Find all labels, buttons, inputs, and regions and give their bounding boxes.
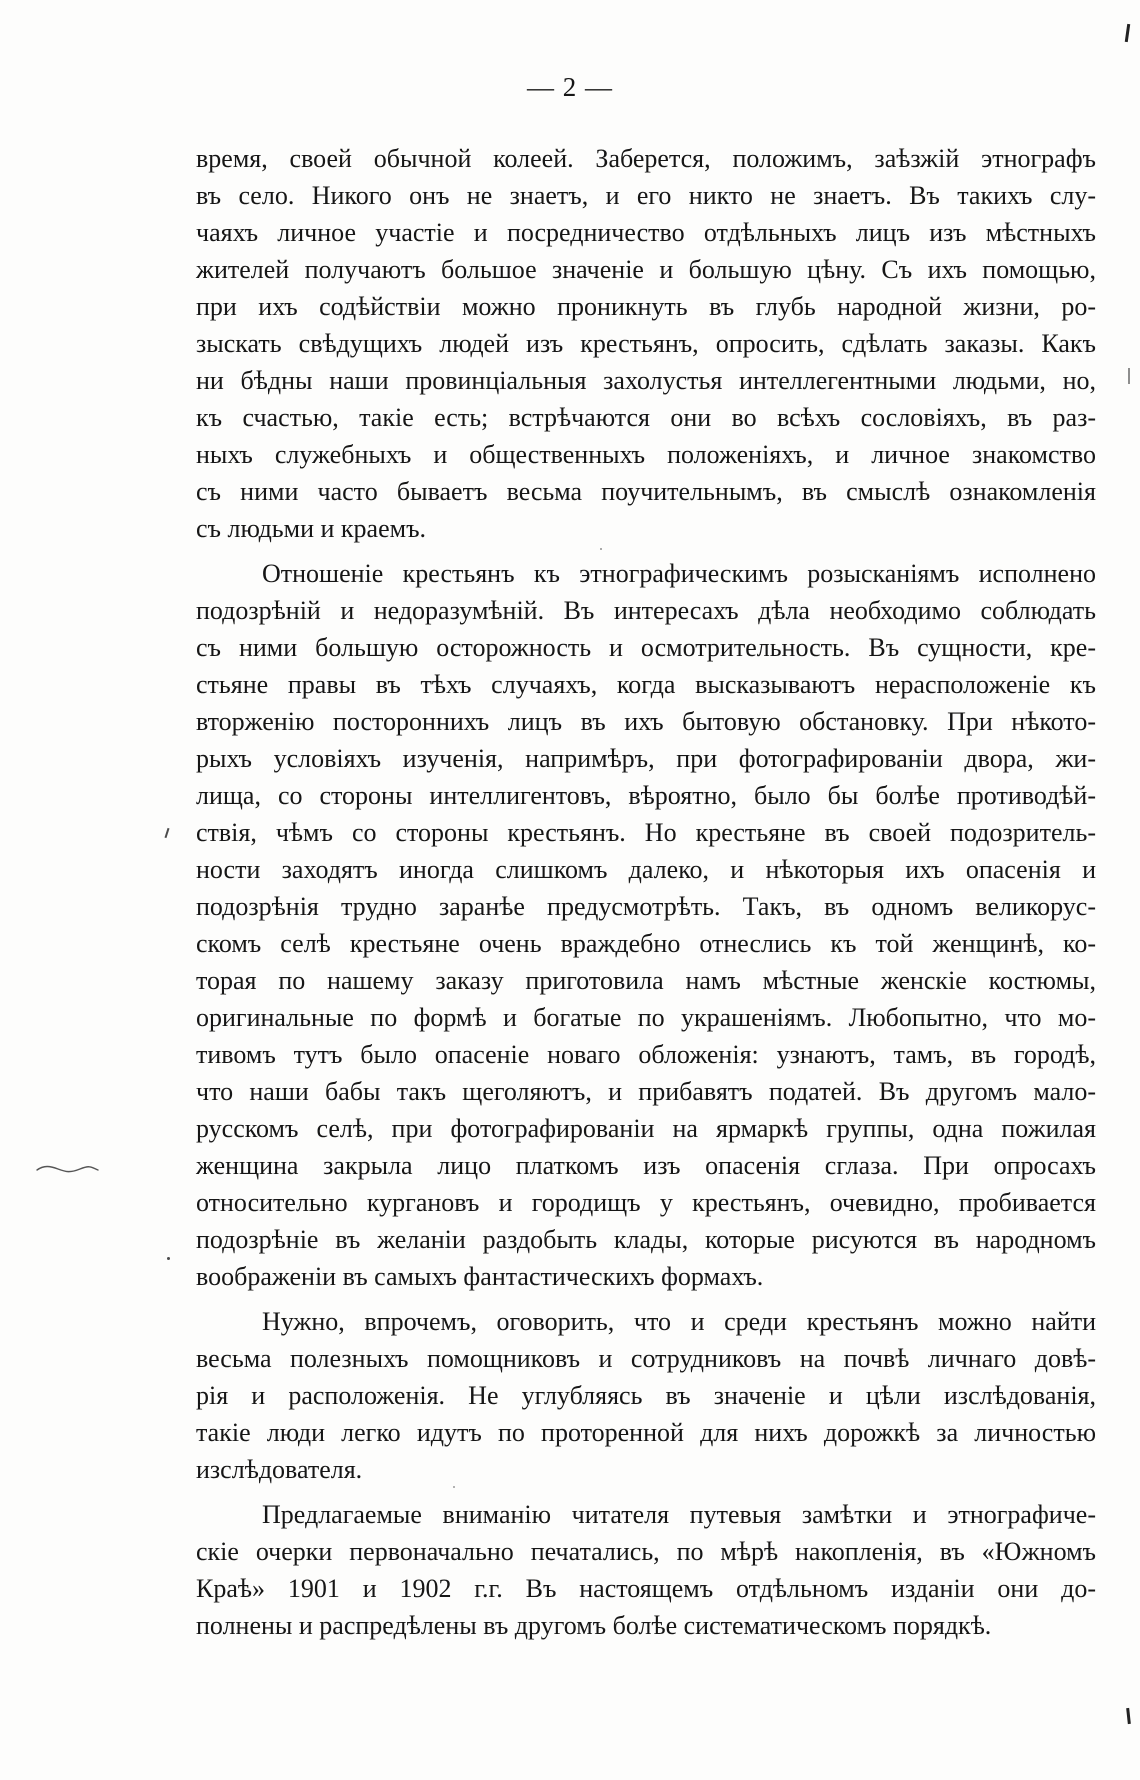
text-line: подозрѣній и недоразумѣній. Въ интересахъ дѣла необходимо соблюдать — [196, 596, 1096, 625]
text-line: торая по нашему заказу приготовила намъ мѣстные женскіе костюмы, — [196, 966, 1096, 995]
scan-speck — [453, 1486, 455, 1488]
text-line: оригинальные по формѣ и богатые по украшеніямъ. Любопытно, что мо- — [196, 1003, 1096, 1032]
text-line: въ село. Никого онъ не знаетъ, и его никто не знаетъ. Въ такихъ слу- — [196, 181, 1096, 210]
text-line: скомъ селѣ крестьяне очень враждебно отнеслись къ той женщинѣ, ко- — [196, 929, 1096, 958]
text-line: скіе очерки первоначально печатались, по мѣрѣ накопленія, въ «Южномъ — [196, 1537, 1096, 1566]
text-line: къ счастью, такіе есть; встрѣчаются они во всѣхъ сословіяхъ, въ раз- — [196, 403, 1096, 432]
text-line: Краѣ» 1901 и 1902 г.г. Въ настоящемъ отдѣльномъ изданіи они до- — [196, 1574, 1096, 1603]
text-line: женщина закрыла лицо платкомъ изъ опасенія сглаза. При опросахъ — [196, 1151, 1096, 1180]
text-line: тивомъ тутъ было опасеніе новаго обложенія: узнаютъ, тамъ, въ городѣ, — [196, 1040, 1096, 1069]
text-line: при ихъ содѣйствіи можно проникнуть въ глубь народной жизни, ро- — [196, 292, 1096, 321]
text-line: относительно кургановъ и городищъ у крестьянъ, очевидно, пробивается — [196, 1188, 1096, 1217]
page-number: — 2 — — [527, 72, 613, 102]
text-line: такіе люди легко идутъ по проторенной для нихъ дорожкѣ за личностью — [196, 1418, 1096, 1447]
paragraph-2 — [196, 555, 1096, 1295]
text-line: лища, со стороны интеллигентовъ, вѣроятно, было бы болѣе противодѣй- — [196, 781, 1096, 810]
text-line: ныхъ служебныхъ и общественныхъ положеніяхъ, и личное знакомство — [196, 440, 1096, 469]
text-line: рія и расположенія. Не углубляясь въ значеніе и цѣли изслѣдованія, — [196, 1381, 1096, 1410]
text-line: съ людьми и краемъ. — [196, 514, 427, 543]
scan-mark — [1126, 1708, 1131, 1724]
scan-mark — [1128, 368, 1130, 384]
text-line: русскомъ селѣ, при фотографированіи на ярмаркѣ группы, одна пожилая — [196, 1114, 1096, 1143]
text-line: жителей получаютъ большое значеніе и большую цѣну. Съ ихъ помощью, — [196, 255, 1096, 284]
text-line: ности заходятъ иногда слишкомъ далеко, и нѣкоторыя ихъ опасенія и — [196, 855, 1096, 884]
text-line: Отношеніе крестьянъ къ этнографическимъ розысканіямъ исполнено — [262, 559, 1096, 588]
margin-squiggle — [36, 1160, 100, 1178]
text-line: подозрѣнія трудно заранѣе предусмотрѣть. Такъ, въ одномъ великорус- — [196, 892, 1096, 921]
paragraph-4 — [196, 1496, 1096, 1644]
text-line: что наши бабы такъ щеголяютъ, и прибавятъ податей. Въ другомъ мало- — [196, 1077, 1096, 1106]
text-line: рыхъ условіяхъ изученія, напримѣръ, при фотографированіи двора, жи- — [196, 744, 1096, 773]
text-line: подозрѣніе въ желаніи раздобыть клады, которые рисуются въ народномъ — [196, 1225, 1096, 1254]
scan-mark — [1125, 24, 1130, 42]
text-line: время, своей обычной колеей. Заберется, положимъ, заѣзжій этнографъ — [196, 144, 1096, 173]
text-line: зыскать свѣдущихъ людей изъ крестьянъ, опросить, сдѣлать заказы. Какъ — [196, 329, 1096, 358]
text-line: весьма полезныхъ помощниковъ и сотрудниковъ на почвѣ личнаго довѣ- — [196, 1344, 1096, 1373]
text-line: стьяне правы въ тѣхъ случаяхъ, когда высказываютъ нерасположеніе къ — [196, 670, 1096, 699]
text-line: съ ними большую осторожность и осмотрительность. Въ сущности, кре- — [196, 633, 1096, 662]
text-line: съ ними часто бываетъ весьма поучительнымъ, въ смыслѣ ознакомленія — [196, 477, 1096, 506]
body-text — [196, 140, 1096, 1644]
text-line: Нужно, впрочемъ, оговорить, что и среди крестьянъ можно найти — [262, 1307, 1096, 1336]
text-line: Предлагаемые вниманію читателя путевыя замѣтки и этнографиче- — [262, 1500, 1096, 1529]
paragraph-3 — [196, 1303, 1096, 1488]
scan-speck — [600, 548, 602, 550]
text-line: воображеніи въ самыхъ фантастическихъ формахъ. — [196, 1262, 764, 1291]
scan-speck — [167, 1257, 170, 1260]
text-line: ни бѣдны наши провинціальныя захолустья интеллегентными людьми, но, — [196, 366, 1096, 395]
paragraph-1 — [196, 140, 1096, 547]
text-line: полнены и распредѣлены въ другомъ болѣе систематическомъ порядкѣ. — [196, 1611, 992, 1640]
text-line: ствія, чѣмъ со стороны крестьянъ. Но крестьяне въ своей подозритель- — [196, 818, 1096, 847]
text-line: чаяхъ личное участіе и посредничество отдѣльныхъ лицъ изъ мѣстныхъ — [196, 218, 1096, 247]
text-line: вторженію постороннихъ лицъ въ ихъ бытовую обстановку. При нѣкото- — [196, 707, 1096, 736]
text-line: изслѣдователя. — [196, 1455, 363, 1484]
scan-mark — [165, 828, 170, 838]
